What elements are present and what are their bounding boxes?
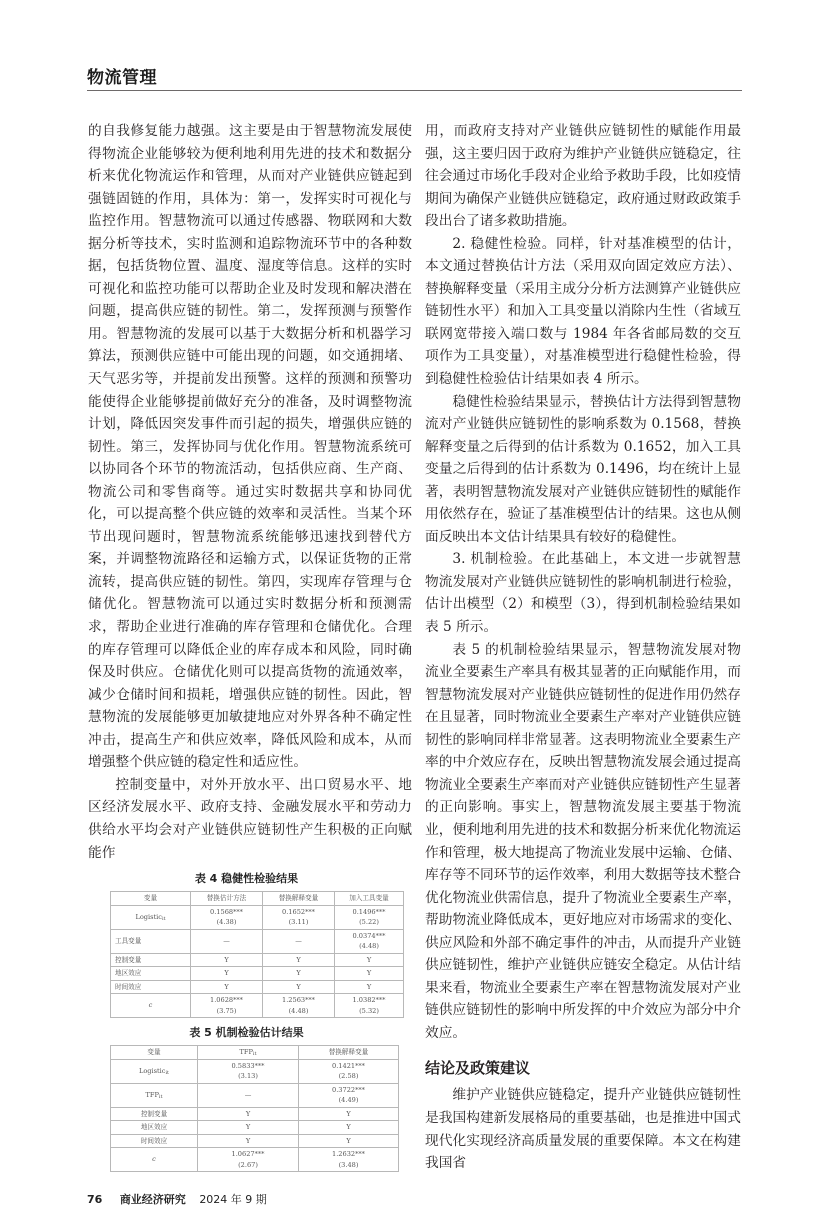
table-row: [111, 1107, 399, 1121]
row-label-subscript: it: [161, 915, 166, 922]
row-label-text: Logistic: [138, 1066, 166, 1075]
row-label-text: 控制变量: [140, 1109, 168, 1118]
body-paragraph: 3. 机制检验。在此基础上，本文进一步就智慧物流发展对产业链供应链韧性的影响机制进行检验，估计出模型（2）和模型（3），得到机制检验结果如表 5 所示。: [425, 551, 741, 636]
cell-value: (2.58): [338, 1072, 359, 1081]
table-cell: [263, 929, 335, 953]
cell-value: (5.32): [359, 1006, 379, 1015]
row-label-subscript: it: [165, 1069, 170, 1076]
table-row: [111, 980, 404, 994]
row-label-text: 地区效应: [140, 1123, 168, 1132]
row-label: [111, 980, 191, 994]
table-row: [111, 994, 404, 1018]
table-cell: [191, 929, 263, 953]
cell-value: Y: [296, 955, 301, 964]
table-cell: [299, 1059, 399, 1083]
table5-block: [110, 1026, 383, 1172]
cell-value: 1.0627***: [231, 1150, 265, 1159]
cell-value: 0.1421***: [332, 1061, 365, 1070]
column-header: 加入工具变量: [335, 892, 404, 906]
right-column: [425, 120, 741, 1175]
body-paragraph: 稳健性检验结果显示，替换估计方法得到智慧物流对产业链供应链韧性的影响系数为 0.1568，替换解释变量之后得到的估计系数为 0.1652，加入工具变量之后得到的估计系数为 0.1496，均在统计上显著，表明智慧物流发展对产业链供应链韧性的赋能作用依然存在，验证了基准模型估计的结果。这也从侧面反映出本文估计结果具有较好的稳健性。: [425, 393, 741, 545]
section-header: 物流管理: [87, 68, 157, 88]
table-cell: [191, 994, 263, 1018]
table-cell: [191, 953, 263, 967]
body-paragraph: 控制变量中，对外开放水平、出口贸易水平、地区经济发展水平、政府支持、金融发展水平和劳动力供给水平均会对产业链供应链韧性产生积极的正向赋能作: [88, 776, 412, 861]
header-label: TFP: [239, 1048, 253, 1057]
table4-title: 表 4 稳健性检验结果: [194, 872, 299, 886]
table-cell: [198, 1059, 299, 1083]
table-row: [111, 1059, 399, 1083]
table-cell: [299, 1083, 399, 1107]
cell-value: —: [223, 936, 230, 945]
table-cell: [191, 967, 263, 981]
table4: [110, 891, 404, 1018]
cell-value: 0.1568***: [210, 907, 243, 916]
table-row: [111, 953, 404, 967]
row-label-text: 地区效应: [115, 969, 142, 978]
row-label-text: 工具变量: [115, 936, 142, 945]
journal-issue: 2024 年 9 期: [199, 1192, 267, 1206]
section-heading: 结论及政策建议: [425, 1059, 531, 1078]
cell-value: 0.0374***: [352, 931, 386, 940]
cell-value: Y: [245, 1109, 251, 1118]
table-cell: [335, 967, 404, 981]
row-label-text: 时间效应: [140, 1136, 168, 1145]
table5: [110, 1045, 399, 1172]
cell-value: Y: [245, 1123, 251, 1132]
table-row: [111, 967, 404, 981]
table-cell: [263, 980, 335, 994]
table-cell: [263, 967, 335, 981]
table-row: [111, 1121, 399, 1135]
column-header: [299, 1046, 399, 1060]
table-cell: [198, 1107, 299, 1121]
left-column: [88, 120, 412, 1172]
cell-value: Y: [224, 982, 229, 991]
cell-value: Y: [245, 1136, 251, 1145]
row-label: [111, 967, 191, 981]
cell-value: (3.11): [288, 918, 309, 927]
row-label-text: Logistic: [135, 912, 162, 921]
cell-value: Y: [366, 982, 372, 991]
cell-value: Y: [366, 955, 372, 964]
cell-value: Y: [366, 969, 372, 978]
header-label: 变量: [147, 1048, 161, 1057]
table-row: [111, 905, 404, 929]
column-header: 替换解释变量: [263, 892, 335, 906]
row-label-text: c: [152, 1155, 156, 1164]
cell-value: 1.2632***: [332, 1150, 365, 1159]
body-paragraph: 的自我修复能力越强。这主要是由于智慧物流发展使得物流企业能够较为便利地利用先进的技术和数据分析来优化物流运作和管理，从而对产业链供应链起到强链固链的作用，具体为：第一，发挥实时可视化与监控作用。智慧物流可以通过传感器、物联网和大数据分析等技术，实时监测和追踪物流环节中的各种数据，包括货物位置、温度、湿度等信息。这样的实时可视化和监控功能可以帮助企业及时发现和解决潜在问题，提高供应链的韧性。第二，发挥预测与预警作用。智慧物流的发展可以基于大数据分析和机器学习算法，预测供应链中可能出现的问题，如交通拥堵、天气恶劣等，并提前发出预警。这样的预测和预警功能使得企业能够提前做好充分的准备，及时调整物流计划，降低因突发事件而引起的损失，增强供应链的韧性。第三，发挥协同与优化作用。智慧物流系统可以协同各个环节的物流活动，包括供应商、生产商、物流公司和零售商等。通过实时数据共享和协同优化，可以提高整个供应链的效率和灵活性。当某个环节出现问题时，智慧物流系统能够迅速找到替代方案，并调整物流路径和运输方式，以保证货物的正常流转，提高供应链的韧性。第四，实现库存管理与仓储优化。智慧物流可以通过实时数据分析和预测需求，帮助企业进行准确的库存管理和仓储优化。合理的库存管理可以降低企业的库存成本和风险，同时确保及时供应。仓储优化则可以提高货物的流通效率，减少仓储时间和损耗，增强供应链的韧性。因此，智慧物流的发展能够更加敏捷地应对外界各种不确定性冲击，提高生产和供应效率，降低风险和成本，从而增强整个供应链的稳定性和适应性。: [88, 123, 412, 771]
cell-value: 0.3722***: [332, 1085, 365, 1094]
cell-value: Y: [346, 1123, 351, 1132]
cell-value: 1.0382***: [352, 996, 386, 1005]
table-header-row: [111, 892, 404, 906]
table-cell: [191, 905, 263, 929]
cell-value: Y: [296, 969, 301, 978]
cell-value: 0.5833***: [231, 1061, 265, 1070]
cell-value: 1.2563***: [282, 996, 315, 1005]
page-number: 76: [87, 1192, 103, 1206]
row-label: [111, 1134, 198, 1148]
table-cell: [263, 905, 335, 929]
table-cell: [191, 980, 263, 994]
table-cell: [335, 929, 404, 953]
journal-name: 商业经济研究: [119, 1192, 186, 1206]
body-columns: [88, 120, 742, 1175]
cell-value: (2.67): [238, 1160, 258, 1169]
column-header: [111, 1046, 198, 1060]
table-cell: [335, 905, 404, 929]
cell-value: Y: [346, 1136, 351, 1145]
row-label-text: c: [148, 1001, 153, 1010]
table-cell: [335, 994, 404, 1018]
table5-title: 表 5 机制检验估计结果: [189, 1026, 304, 1040]
row-label: [111, 1059, 198, 1083]
table-row: [111, 1083, 399, 1107]
table-header-row: [111, 1046, 399, 1060]
table-cell: [198, 1134, 299, 1148]
body-paragraph: 用，而政府支持对产业链供应链韧性的赋能作用最强，这主要归因于政府为维护产业链供应链稳定，往往会通过市场化手段对企业给予救助手段，比如疫情期间为确保产业链供应链稳定，政府通过财政政策手段出台了诸多救助措施。: [425, 123, 741, 230]
body-paragraph: 表 5 的机制检验结果显示，智慧物流发展对物流业全要素生产率具有极其显著的正向赋能作用，而智慧物流发展对产业链供应链韧性的促进作用仍然存在且显著，同时物流业全要素生产率对产业链供应链韧性的影响同样非常显著。这表明物流业全要素生产率的中介效应存在，反映出智慧物流发展会通过提高物流业全要素生产率而对产业链供应链韧性产生显著的正向影响。事实上，智慧物流发展主要基于物流业，便利地利用先进的技术和数据分析来优化物流运作和管理，极大地提高了物流业发展中运输、仓储、库存等不同环节的运作效率，利用大数据等技术整合优化物流业供需信息，提升了物流业全要素生产率，帮助物流业降低成本，更好地应对市场需求的变化、供应风险和外部不确定事件的冲击，从而提升产业链供应链韧性，维护产业链供应链安全稳定。从估计结果来看，物流业全要素生产率在智慧物流发展对产业链供应链韧性的影响中所发挥的中介效应为部分中介效应。: [425, 641, 741, 1041]
cell-value: (3.13): [238, 1072, 258, 1081]
cell-value: —: [244, 1090, 252, 1099]
cell-value: (4.48): [288, 1006, 309, 1015]
row-label-text: 控制变量: [115, 955, 142, 964]
cell-value: 1.0628***: [210, 996, 243, 1005]
table-cell: [198, 1121, 299, 1135]
column-header: 替换估计方法: [191, 892, 263, 906]
cell-value: (4.49): [338, 1096, 359, 1105]
column-header: [198, 1046, 299, 1060]
header-divider: [87, 90, 742, 91]
page-footer: [87, 1193, 742, 1207]
table-cell: [299, 1134, 399, 1148]
body-paragraph: 维护产业链供应链稳定，提升产业链供应链韧性是我国构建新发展格局的重要基础，也是推进中国式现代化实现经济高质量发展的重要保障。本文在构建我国省: [425, 1087, 741, 1172]
cell-value: (4.48): [359, 942, 379, 951]
row-label: [111, 994, 191, 1018]
cell-value: (3.75): [216, 1006, 237, 1015]
row-label: [111, 929, 191, 953]
table-cell: [299, 1107, 399, 1121]
row-label: [111, 1107, 198, 1121]
row-label: [111, 905, 191, 929]
cell-value: Y: [224, 969, 229, 978]
row-label-text: 时间效应: [115, 982, 142, 991]
table4-block: [110, 872, 389, 1018]
table-cell: [263, 953, 335, 967]
row-label-subscript: it: [158, 1093, 163, 1100]
header-label: 替换解释变量: [328, 1048, 369, 1057]
header-subscript: it: [252, 1051, 257, 1058]
cell-value: —: [295, 936, 302, 945]
body-paragraph: 2. 稳健性检验。同样，针对基准模型的估计，本文通过替换估计方法（采用双向固定效应方法）、替换解释变量（采用主成分分析方法测算产业链供应链韧性水平）和加入工具变量以消除内生性（省域互联网宽带接入端口数与 1984 年各省邮局数的交互项作为工具变量），对基准模型进行稳健性检验，得到稳健性检验估计结果如表 4 所示。: [425, 235, 741, 388]
row-label: [111, 1121, 198, 1135]
cell-value: Y: [296, 982, 301, 991]
table-row: [111, 929, 404, 953]
cell-value: (3.48): [338, 1160, 359, 1169]
cell-value: Y: [224, 955, 229, 964]
row-label: [111, 953, 191, 967]
cell-value: 0.1496***: [352, 907, 386, 916]
table-row: [111, 1134, 399, 1148]
row-label-text: TFP: [145, 1090, 159, 1099]
cell-value: 0.1652***: [282, 907, 315, 916]
cell-value: (5.22): [359, 918, 379, 927]
row-label: [111, 1083, 198, 1107]
cell-value: (4.38): [216, 918, 237, 927]
table-cell: [263, 994, 335, 1018]
table-cell: [299, 1121, 399, 1135]
column-header: 变量: [111, 892, 191, 906]
table-cell: [198, 1083, 299, 1107]
table-cell: [335, 953, 404, 967]
table-cell: [335, 980, 404, 994]
cell-value: Y: [346, 1109, 351, 1118]
